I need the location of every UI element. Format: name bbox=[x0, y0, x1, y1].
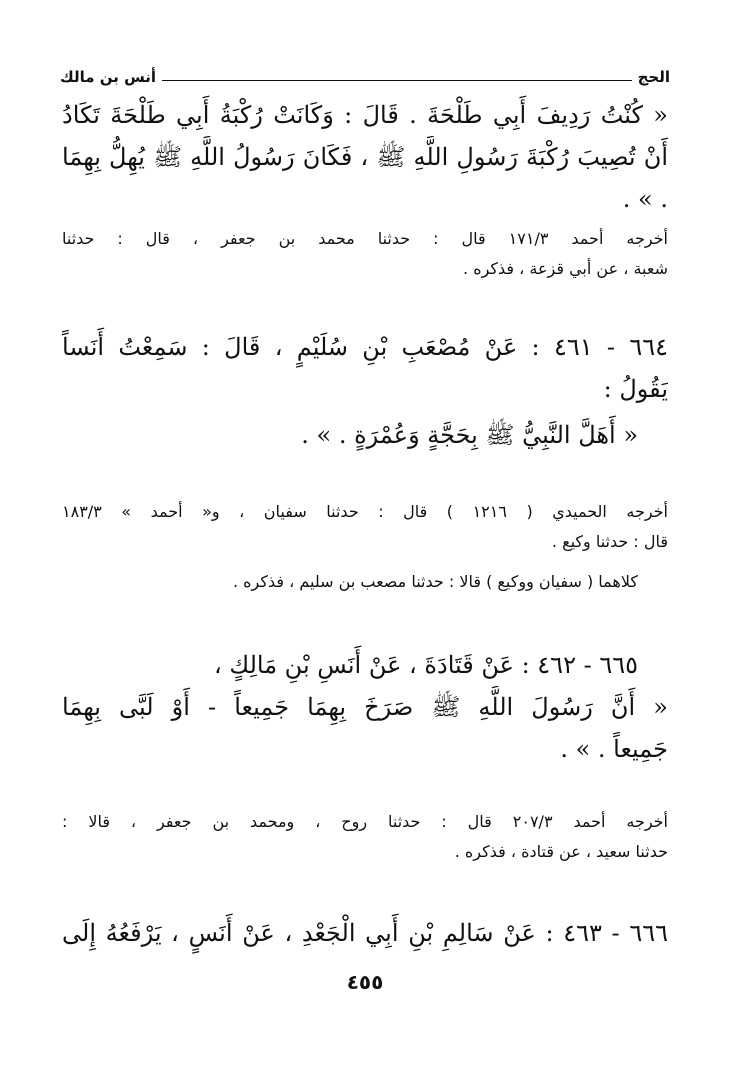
takhrij-line: أخرجه أحمد ٢٠٧/٣ قال : حدثنا روح ، ومحمد بن جعفر ، قالا : bbox=[62, 812, 668, 831]
hadith-line: ٦٦٤ - ٤٦١ : عَنْ مُصْعَبِ بْنِ سُلَيْمٍ ، قَالَ : سَمِعْتُ أَنَساً bbox=[62, 333, 668, 361]
takhrij-line: قال : حدثنا وكيع . bbox=[551, 532, 668, 551]
takhrij-line: شعبة ، عن أبي قزعة ، فذكره . bbox=[463, 259, 668, 278]
takhrij-2 bbox=[62, 497, 668, 597]
hadith-text-1 bbox=[62, 94, 668, 220]
header-narrator: أنس بن مالك bbox=[60, 68, 157, 86]
header-rule bbox=[162, 80, 632, 81]
hadith-666 bbox=[62, 912, 668, 954]
hadith-line: أَنْ تُصِيبَ رُكْبَةَ رَسُولِ اللَّهِ ﷺ ، فَكَانَ رَسُولُ اللَّهِ ﷺ يُهِلُّ بِهِمَا . » . bbox=[62, 143, 668, 213]
hadith-line: جَمِيعاً . » . bbox=[560, 735, 668, 763]
hadith-664 bbox=[62, 326, 668, 456]
hadith-line: « أَهَلَّ النَّبِيُّ ﷺ بِحَجَّةٍ وَعُمْرَةٍ . » . bbox=[301, 421, 638, 449]
running-header bbox=[60, 62, 670, 86]
takhrij-1 bbox=[62, 224, 668, 284]
takhrij-3 bbox=[62, 807, 668, 867]
hadith-line: « أَنَّ رَسُولَ اللَّهِ ﷺ صَرَخَ بِهِمَا جَمِيعاً - أَوْ لَبَّى بِهِمَا bbox=[62, 693, 668, 721]
takhrij-line: حدثنا سعيد ، عن قتادة ، فذكره . bbox=[454, 842, 668, 861]
header-chapter: الحج bbox=[637, 68, 670, 86]
hadith-line: ٦٦٦ - ٤٦٣ : عَنْ سَالِمِ بْنِ أَبِي الْجَعْدِ ، عَنْ أَنَسٍ ، يَرْفَعُهُ إِلَى bbox=[62, 919, 668, 947]
takhrij-line: كلاهما ( سفيان ووكيع ) قالا : حدثنا مصعب بن سليم ، فذكره . bbox=[233, 572, 638, 591]
takhrij-line: أخرجه أحمد ١٧١/٣ قال : حدثنا محمد بن جعفر ، قال : حدثنا bbox=[62, 229, 668, 248]
takhrij-line: أخرجه الحميدي ( ١٢١٦ ) قال : حدثنا سفيان ، و« أحمد » ١٨٣/٣ bbox=[62, 502, 668, 521]
hadith-665 bbox=[62, 644, 668, 770]
hadith-line: ٦٦٥ - ٤٦٢ : عَنْ قَتَادَةَ ، عَنْ أَنَسِ بْنِ مَالِكٍ ، bbox=[213, 651, 638, 679]
hadith-line: يَقُولُ : bbox=[603, 375, 668, 403]
page-number: ٤٥٥ bbox=[346, 970, 384, 994]
hadith-line: « كُنْتُ رَدِيفَ أَبِي طَلْحَةَ . قَالَ : وَكَانَتْ رُكْبَةُ أَبِي طَلْحَةَ تَكَادُ bbox=[62, 101, 668, 129]
